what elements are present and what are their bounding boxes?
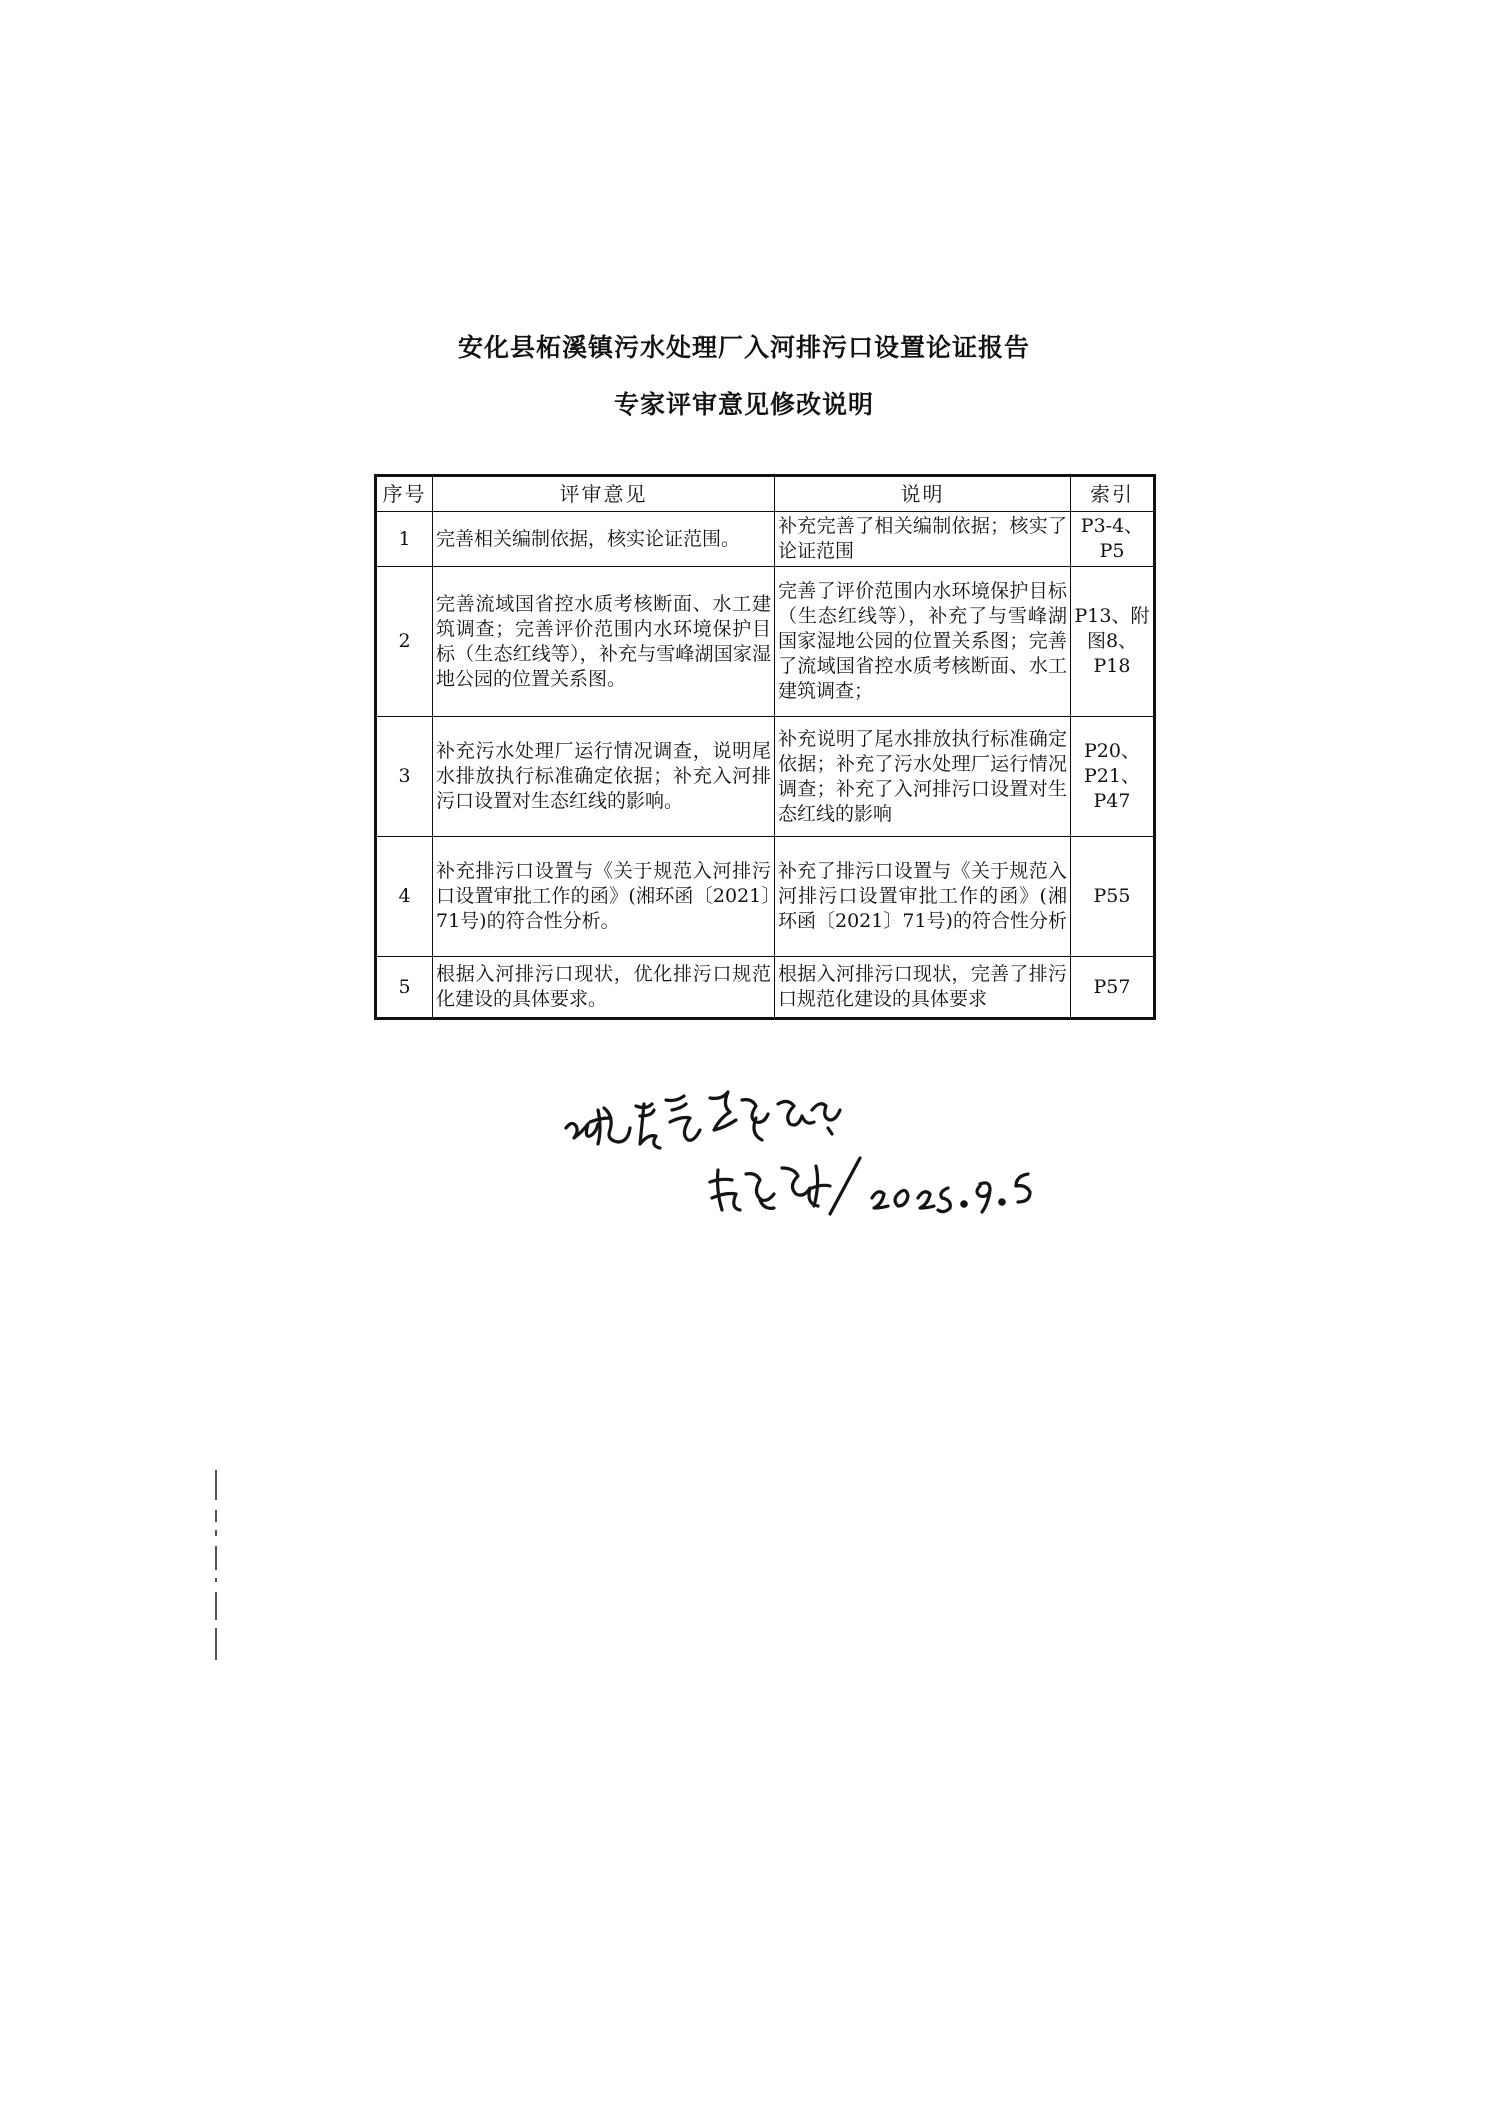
row-opinion: 补充污水处理厂运行情况调查，说明尾水排放执行标准确定依据；补充入河排污口设置对生态红线的影响。 xyxy=(433,717,775,837)
row-index: P20、P21、P47 xyxy=(1071,717,1155,837)
row-explanation: 完善了评价范围内水环境保护目标（生态红线等），补充了与雪峰湖国家湿地公园的位置关系图；完善了流域国省控水质考核断面、水工建筑调查； xyxy=(775,567,1071,717)
row-explanation: 补充完善了相关编制依据；核实了论证范围 xyxy=(775,512,1071,567)
row-index: P55 xyxy=(1071,837,1155,957)
table-row xyxy=(376,512,1155,567)
handwritten-signature xyxy=(560,1070,1080,1230)
row-opinion: 补充排污口设置与《关于规范入河排污口设置审批工作的函》(湘环函〔2021〕71号)的符合性分析。 xyxy=(433,837,775,957)
header-seq: 序号 xyxy=(376,476,433,512)
document-title: 安化县柘溪镇污水处理厂入河排污口设置论证报告 xyxy=(457,333,1030,362)
review-table xyxy=(374,474,1156,1020)
row-seq: 3 xyxy=(376,717,433,837)
row-explanation: 根据入河排污口现状，完善了排污口规范化建设的具体要求 xyxy=(775,957,1071,1019)
row-opinion: 根据入河排污口现状，优化排污口规范化建设的具体要求。 xyxy=(433,957,775,1019)
row-explanation: 补充了排污口设置与《关于规范入河排污口设置审批工作的函》(湘环函〔2021〕71号)的符合性分析 xyxy=(775,837,1071,957)
table-row xyxy=(376,717,1155,837)
row-index: P57 xyxy=(1071,957,1155,1019)
row-seq: 1 xyxy=(376,512,433,567)
header-opinion: 评审意见 xyxy=(433,476,775,512)
row-index: P13、附图8、P18 xyxy=(1071,567,1155,717)
header-explanation: 说明 xyxy=(775,476,1071,512)
table-row xyxy=(376,837,1155,957)
row-seq: 2 xyxy=(376,567,433,717)
table-row xyxy=(376,957,1155,1019)
header-index: 索引 xyxy=(1071,476,1155,512)
document-subtitle: 专家评审意见修改说明 xyxy=(613,390,874,419)
row-seq: 4 xyxy=(376,837,433,957)
row-explanation: 补充说明了尾水排放执行标准确定依据；补充了污水处理厂运行情况调查；补充了入河排污口设置对生态红线的影响 xyxy=(775,717,1071,837)
table-header-row xyxy=(376,476,1155,512)
row-seq: 5 xyxy=(376,957,433,1019)
table-row xyxy=(376,567,1155,717)
scan-margin-marks xyxy=(213,1470,219,1660)
row-opinion: 完善流域国省控水质考核断面、水工建筑调查；完善评价范围内水环境保护目标（生态红线等），补充与雪峰湖国家湿地公园的位置关系图。 xyxy=(433,567,775,717)
row-index: P3-4、P5 xyxy=(1071,512,1155,567)
row-opinion: 完善相关编制依据，核实论证范围。 xyxy=(433,512,775,567)
